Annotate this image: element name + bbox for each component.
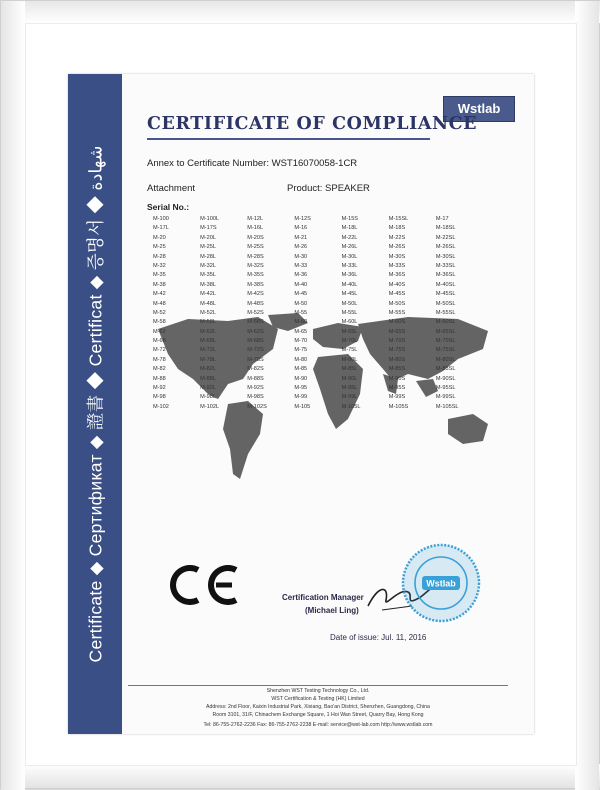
serial-number: M-80SL xyxy=(435,356,456,363)
serial-number: M-80 xyxy=(294,356,308,363)
serial-number-list xyxy=(153,216,483,410)
serial-number: M-18SL xyxy=(435,225,456,232)
footer-address: Address: 2nd Floor, Kaixin Industrial Park, Xixiang, Bao'an District, Shenzhen, Guangdong, China xyxy=(206,704,430,710)
footer-divider xyxy=(128,685,508,686)
serial-number: M-17S xyxy=(200,225,217,232)
serial-number: M-99SL xyxy=(435,394,456,401)
seal-text: Wstlab xyxy=(426,578,456,589)
footer-address-hk: Room 3101, 31/F, Chinachem Exchange Square, 1 Hoi Wan Street, Quarry Bay, Hong Kong xyxy=(212,712,424,718)
serial-number: M-22L xyxy=(341,234,358,241)
serial-number: M-42L xyxy=(200,291,216,298)
serial-number: M-36SL xyxy=(435,272,456,279)
serial-number: M-62L xyxy=(200,328,216,335)
serial-number: M-17 xyxy=(435,216,449,222)
serial-number: M-36L xyxy=(341,272,358,279)
serial-number: M-105SL xyxy=(435,403,459,410)
serial-number: M-105 xyxy=(294,403,311,410)
serial-number: M-36S xyxy=(388,272,406,279)
side-band xyxy=(68,74,122,734)
serial-number: M-85SL xyxy=(435,366,456,373)
serial-number: M-105L xyxy=(341,403,361,410)
annex-line xyxy=(147,158,357,169)
serial-number: M-72 xyxy=(153,347,166,354)
company-seal-icon xyxy=(400,542,482,624)
serial-number: M-98 xyxy=(153,394,166,401)
serial-number: M-38L xyxy=(200,281,216,288)
serial-number: M-90 xyxy=(294,375,308,382)
serial-number: M-90SL xyxy=(435,375,456,382)
serial-number: M-75 xyxy=(294,347,308,354)
serial-number: M-65S xyxy=(388,328,406,335)
date-of-issue xyxy=(330,633,426,642)
serial-number: M-95L xyxy=(341,385,358,392)
serial-number: M-78 xyxy=(153,356,166,363)
serial-number: M-52S xyxy=(247,309,264,316)
serial-number: M-98L xyxy=(200,394,216,401)
serial-number: M-102S xyxy=(247,403,267,410)
serial-number: M-48 xyxy=(153,300,166,307)
annex-label: Annex to Certificate Number: xyxy=(147,158,269,169)
footer-contact: Tel: 86-755-2762-2236 Fax: 86-755-2762-2238 E-mail: service@wst-lab.com http://www.wstlab.com xyxy=(203,722,433,728)
serial-number: M-40L xyxy=(341,281,358,288)
serial-number: M-45 xyxy=(294,291,308,298)
serial-number: M-25 xyxy=(153,244,166,251)
serial-number: M-25S xyxy=(247,244,264,251)
serial-number: M-82 xyxy=(153,366,166,373)
serial-number: M-16L xyxy=(247,225,264,232)
serial-label: Serial No.: xyxy=(147,202,190,212)
serial-number: M-85L xyxy=(341,366,358,373)
serial-number: M-40 xyxy=(294,281,308,288)
serial-number: M-45SL xyxy=(435,291,456,298)
serial-number: M-88L xyxy=(200,375,216,382)
serial-number: M-82L xyxy=(200,366,216,373)
serial-number: M-92S xyxy=(247,385,264,392)
serial-number: M-92 xyxy=(153,385,166,392)
serial-number: M-30S xyxy=(388,253,406,260)
serial-number: M-102 xyxy=(153,403,169,410)
serial-number: M-95SL xyxy=(435,385,456,392)
serial-number: M-35L xyxy=(200,272,216,279)
serial-number: M-105S xyxy=(388,403,409,410)
serial-number: M-50S xyxy=(388,300,406,307)
serial-number: M-33 xyxy=(294,262,308,269)
serial-number: M-38S xyxy=(247,281,264,288)
serial-number: M-102L xyxy=(200,403,220,410)
serial-number: M-90L xyxy=(341,375,358,382)
serial-number: M-85 xyxy=(294,366,308,373)
serial-number: M-98S xyxy=(247,394,264,401)
frame-bevel-right xyxy=(575,1,599,790)
serial-number: M-15SL xyxy=(388,216,409,222)
serial-number: M-42S xyxy=(247,291,264,298)
serial-number: M-35S xyxy=(247,272,264,279)
serial-number: M-32 xyxy=(153,262,166,269)
serial-number: M-21 xyxy=(294,234,308,241)
attachment-line xyxy=(147,183,370,194)
serial-number: M-50 xyxy=(294,300,308,307)
date-value: Jul. 11, 2016 xyxy=(381,633,427,642)
serial-number: M-68S xyxy=(247,338,264,345)
serial-number: M-48S xyxy=(247,300,264,307)
serial-number: M-30 xyxy=(294,253,308,260)
serial-number: M-26SL xyxy=(435,244,456,251)
serial-number: M-48L xyxy=(200,300,216,307)
serial-number: M-60 xyxy=(294,319,308,326)
serial-number: M-32S xyxy=(247,262,264,269)
title-underline xyxy=(147,138,430,140)
serial-number: M-16 xyxy=(294,225,308,232)
serial-number: M-12L xyxy=(247,216,264,222)
certificate-document xyxy=(68,74,534,734)
serial-number: M-50L xyxy=(341,300,358,307)
serial-number: M-95S xyxy=(388,385,406,392)
frame-bevel-left xyxy=(1,1,25,790)
serial-number: M-72L xyxy=(200,347,216,354)
annex-number: WST16070058-1CR xyxy=(271,158,358,169)
serial-number: M-50SL xyxy=(435,300,456,307)
serial-number: M-99L xyxy=(341,394,358,401)
serial-number: M-28 xyxy=(153,253,166,260)
serial-number: M-30L xyxy=(341,253,358,260)
serial-number: M-55SL xyxy=(435,309,456,316)
product-label: Product: xyxy=(287,183,323,194)
serial-number: M-62S xyxy=(247,328,264,335)
serial-number: M-58L xyxy=(200,319,216,326)
frame-bevel-top xyxy=(1,1,600,23)
serial-number: M-33SL xyxy=(435,262,456,269)
serial-number: M-88 xyxy=(153,375,166,382)
frame-bevel-bottom xyxy=(1,764,600,788)
serial-number: M-38 xyxy=(153,281,166,288)
serial-number: M-75L xyxy=(341,347,358,354)
serial-number: M-65L xyxy=(341,328,358,335)
serial-number: M-12S xyxy=(294,216,311,222)
serial-number: M-36 xyxy=(294,272,308,279)
serial-number: M-68L xyxy=(200,338,216,345)
serial-number: M-70L xyxy=(341,338,358,345)
serial-number: M-100 xyxy=(153,216,169,222)
footer-company-hk: WST Certification & Testing (HK) Limited xyxy=(271,696,365,702)
product-field xyxy=(287,183,370,194)
serial-number: M-62 xyxy=(153,328,166,335)
serial-number: M-55S xyxy=(388,309,406,316)
serial-number: M-95 xyxy=(294,385,308,392)
serial-number: M-26L xyxy=(341,244,358,251)
product-value: SPEAKER xyxy=(325,183,370,194)
serial-number: M-18L xyxy=(341,225,358,232)
serial-number: M-65 xyxy=(294,328,308,335)
cert-manager-title: Certification Manager xyxy=(282,593,364,602)
serial-number: M-20S xyxy=(247,234,264,241)
serial-number: M-100L xyxy=(200,216,220,222)
serial-number: M-88S xyxy=(247,375,264,382)
serial-number: M-99 xyxy=(294,394,308,401)
serial-number: M-22S xyxy=(388,234,406,241)
serial-number: M-85S xyxy=(388,366,406,373)
serial-number: M-32L xyxy=(200,262,216,269)
serial-number: M-72S xyxy=(247,347,264,354)
serial-number: M-60SL xyxy=(435,319,456,326)
serial-number: M-30SL xyxy=(435,253,456,260)
serial-number: M-60S xyxy=(388,319,406,326)
serial-number: M-70 xyxy=(294,338,308,345)
serial-number: M-20L xyxy=(200,234,216,241)
serial-number: M-80S xyxy=(388,356,406,363)
serial-number: M-70SL xyxy=(435,338,456,345)
serial-number: M-40S xyxy=(388,281,406,288)
serial-number: M-65SL xyxy=(435,328,456,335)
serial-number: M-78S xyxy=(247,356,264,363)
serial-number: M-70S xyxy=(388,338,406,345)
serial-number: M-58 xyxy=(153,319,166,326)
serial-number: M-40SL xyxy=(435,281,456,288)
serial-number: M-25L xyxy=(200,244,216,251)
serial-number: M-18S xyxy=(388,225,406,232)
footer-company: Shenzhen WST Testing Technology Co., Ltd. xyxy=(266,688,370,694)
serial-number: M-78L xyxy=(200,356,216,363)
serial-number: M-42 xyxy=(153,291,166,298)
serial-number: M-26S xyxy=(388,244,406,251)
serial-number: M-80L xyxy=(341,356,358,363)
serial-number: M-15S xyxy=(341,216,359,222)
serial-number: M-22SL xyxy=(435,234,456,241)
serial-number: M-99S xyxy=(388,394,406,401)
serial-number: M-28L xyxy=(200,253,216,260)
certificate-title: CERTIFICATE OF COMPLIANCE xyxy=(147,114,478,134)
serial-number: M-75S xyxy=(388,347,406,354)
date-label: Date of issue: xyxy=(330,633,379,642)
cert-manager-name: (Michael Ling) xyxy=(305,606,359,615)
serial-number: M-58S xyxy=(247,319,264,326)
serial-number: M-90S xyxy=(388,375,406,382)
serial-number: M-33L xyxy=(341,262,358,269)
serial-number: M-82S xyxy=(247,366,264,373)
serial-number: M-68 xyxy=(153,338,166,345)
serial-number: M-45L xyxy=(341,291,358,298)
serial-number: M-45S xyxy=(388,291,406,298)
side-band-text: Certificate ◆ Сертификат ◆ 證書 ◆ Certificat ◆ 증명서 ◆ شهادة xyxy=(85,145,106,663)
serial-number: M-75SL xyxy=(435,347,456,354)
attachment-label: Attachment xyxy=(147,183,196,194)
serial-number: M-35 xyxy=(153,272,166,279)
serial-number: M-55L xyxy=(341,309,358,316)
serial-number: M-60L xyxy=(341,319,358,326)
serial-number: M-33S xyxy=(388,262,406,269)
serial-number: M-52L xyxy=(200,309,216,316)
ce-mark xyxy=(164,564,240,606)
wstlab-logo: Wstlab xyxy=(443,96,515,122)
serial-number: M-52 xyxy=(153,309,166,316)
serial-number: M-55 xyxy=(294,309,308,316)
serial-number: M-20 xyxy=(153,234,166,241)
serial-number: M-92L xyxy=(200,385,216,392)
serial-number: M-26 xyxy=(294,244,308,251)
serial-number: M-28S xyxy=(247,253,264,260)
serial-number: M-17L xyxy=(153,225,169,232)
